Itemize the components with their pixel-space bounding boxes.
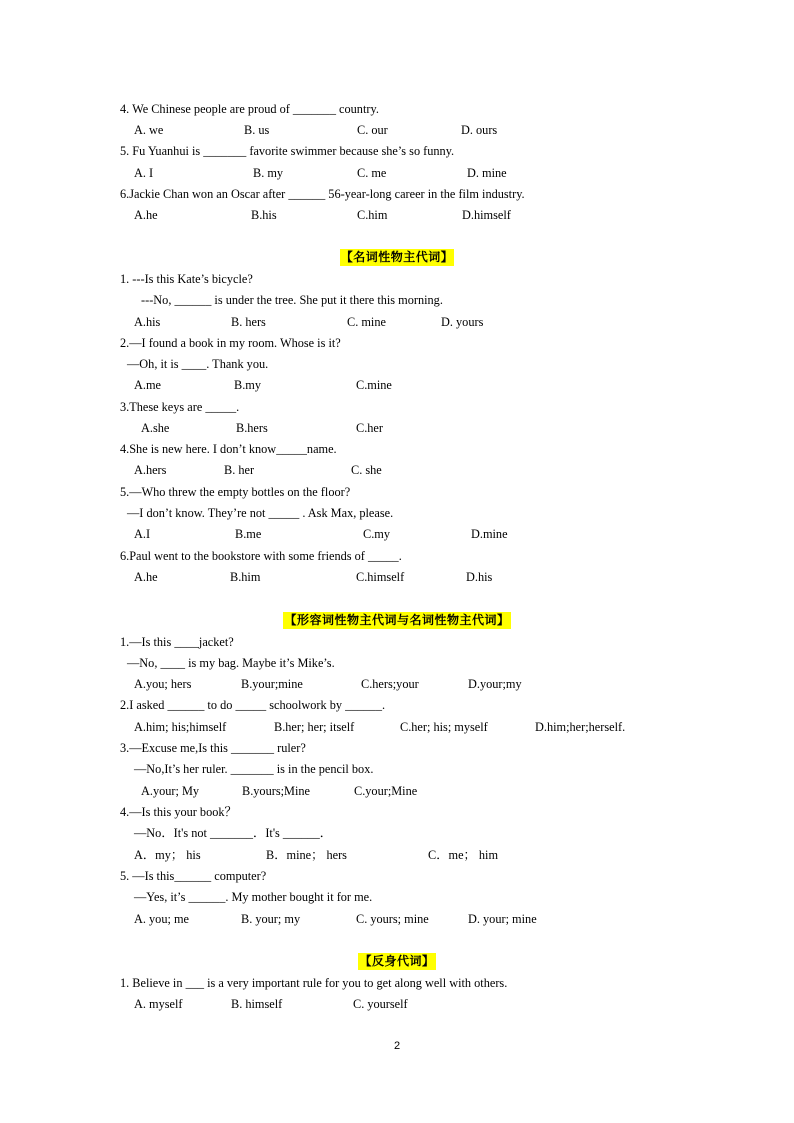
question-1-stem-line2: ---No, ______ is under the tree. She put it there this morning.: [141, 293, 443, 307]
option-c: C.my: [363, 527, 390, 541]
option-b: B.her; her; itself: [274, 720, 355, 734]
option-a: A.she: [141, 421, 170, 435]
question-4-stem: 4. We Chinese people are proud of _______ country.: [120, 102, 379, 116]
option-a: A. I: [134, 166, 154, 180]
question-5-options: [0, 527, 794, 542]
option-d: D.your;my: [468, 677, 522, 691]
question-6-options: [0, 570, 794, 585]
option-c: C. our: [357, 123, 388, 137]
section-heading-both: 【形容词性物主代词与名词性物主代词】: [284, 613, 510, 627]
question-2-stem: 2.I asked ______ to do _____ schoolwork by ______.: [120, 698, 386, 712]
option-d: D. mine: [467, 166, 507, 180]
option-b: B.hers: [236, 421, 268, 435]
option-c: C.her: [356, 421, 383, 435]
question-2-options: [0, 720, 794, 735]
option-a: A. we: [134, 123, 164, 137]
option-b: B．mine； hers: [266, 848, 347, 862]
option-a: A.his: [134, 315, 161, 329]
question-4-options: [0, 463, 794, 478]
question-4-options: [0, 123, 794, 138]
question-2-stem: 2.—I found a book in my room. Whose is it?: [120, 336, 341, 350]
question-4-stem-line2: —No．It's not _______．It's ______．: [134, 826, 333, 840]
option-b: B. my: [253, 166, 284, 180]
question-5-stem: 5.—Who threw the empty bottles on the floor?: [120, 485, 351, 499]
question-1-options: [0, 677, 794, 692]
question-6-options: [0, 208, 794, 223]
option-b: B. himself: [231, 997, 283, 1011]
question-2-options: [0, 378, 794, 393]
option-c: C.himself: [356, 570, 405, 584]
option-b: B.your;mine: [241, 677, 303, 691]
option-b: B.my: [234, 378, 261, 392]
option-a: A.you; hers: [134, 677, 192, 691]
question-3-stem: 3.These keys are _____.: [120, 400, 240, 414]
option-b: B.me: [235, 527, 262, 541]
option-c: C．me； him: [428, 848, 499, 862]
question-4-stem: 4.—Is this your book？: [120, 805, 237, 819]
option-c: C.her; his; myself: [400, 720, 488, 734]
question-2-stem-line2: —Oh, it is ____. Thank you.: [127, 357, 269, 371]
option-b: B. us: [244, 123, 270, 137]
question-1-stem: 1. ---Is this Kate’s bicycle?: [120, 272, 253, 286]
option-a: A.I: [134, 527, 151, 541]
option-d: D. ours: [461, 123, 498, 137]
option-d: D.his: [466, 570, 493, 584]
question-3-options: [0, 421, 794, 436]
question-5-options: [0, 912, 794, 927]
option-b: B.his: [251, 208, 277, 222]
option-a: A.your; My: [141, 784, 200, 798]
option-b: B. her: [224, 463, 255, 477]
question-6-stem: 6.Paul went to the bookstore with some friends of _____.: [120, 549, 402, 563]
option-c: C.him: [357, 208, 388, 222]
option-d: D.himself: [462, 208, 511, 222]
option-d: D.him;her;herself.: [535, 720, 626, 734]
question-5-options: [0, 166, 794, 181]
option-d: D. yours: [441, 315, 484, 329]
question-1-stem-line2: —No, ____ is my bag. Maybe it’s Mike’s.: [127, 656, 335, 670]
option-c: C.hers;your: [361, 677, 419, 691]
option-c: C.mine: [356, 378, 392, 392]
section-heading-nominal: 【名词性物主代词】: [340, 250, 454, 264]
question-1-options: [0, 315, 794, 330]
question-1-options: [0, 997, 794, 1012]
question-1-stem: 1. Believe in ___ is a very important rule for you to get along well with others.: [120, 976, 508, 990]
option-c: C. yourself: [353, 997, 408, 1011]
question-5-stem: 5. Fu Yuanhui is _______ favorite swimmer because she’s so funny.: [120, 144, 455, 158]
option-c: C. she: [351, 463, 382, 477]
option-a: A.he: [134, 208, 158, 222]
option-c: C. mine: [347, 315, 386, 329]
option-c: C. yours; mine: [356, 912, 429, 926]
page-number: 2: [393, 1040, 401, 1052]
option-a: A.hers: [134, 463, 167, 477]
question-3-stem: 3.—Excuse me,Is this _______ ruler?: [120, 741, 306, 755]
question-6-stem: 6.Jackie Chan won an Oscar after ______ 56-year-long career in the film industry.: [120, 187, 525, 201]
question-4-options: [0, 848, 794, 863]
question-5-stem-line2: —Yes, it’s ______. My mother bought it for me.: [134, 890, 373, 904]
question-5-stem: 5. —Is this______ computer?: [120, 869, 267, 883]
option-d: D. your; mine: [468, 912, 537, 926]
option-a: A．my； his: [134, 848, 201, 862]
question-5-stem-line2: —I don’t know. They’re not _____ . Ask Max, please.: [127, 506, 394, 520]
option-b: B.yours;Mine: [242, 784, 310, 798]
option-a: A.me: [134, 378, 161, 392]
question-3-options: [0, 784, 794, 799]
section-heading-reflexive: 【反身代词】: [359, 954, 435, 968]
option-b: B.him: [230, 570, 261, 584]
question-1-stem: 1.—Is this ____jacket?: [120, 635, 234, 649]
option-a: A. you; me: [134, 912, 189, 926]
option-d: D.mine: [471, 527, 508, 541]
option-c: C. me: [357, 166, 387, 180]
option-a: A.him; his;himself: [134, 720, 227, 734]
question-4-stem: 4.She is new here. I don’t know_____name.: [120, 442, 337, 456]
option-a: A.he: [134, 570, 158, 584]
option-b: B. hers: [231, 315, 266, 329]
question-3-stem-line2: —No,It’s her ruler. _______ is in the pencil box.: [134, 762, 374, 776]
option-b: B. your; my: [241, 912, 301, 926]
option-a: A. myself: [134, 997, 183, 1011]
option-c: C.your;Mine: [354, 784, 418, 798]
